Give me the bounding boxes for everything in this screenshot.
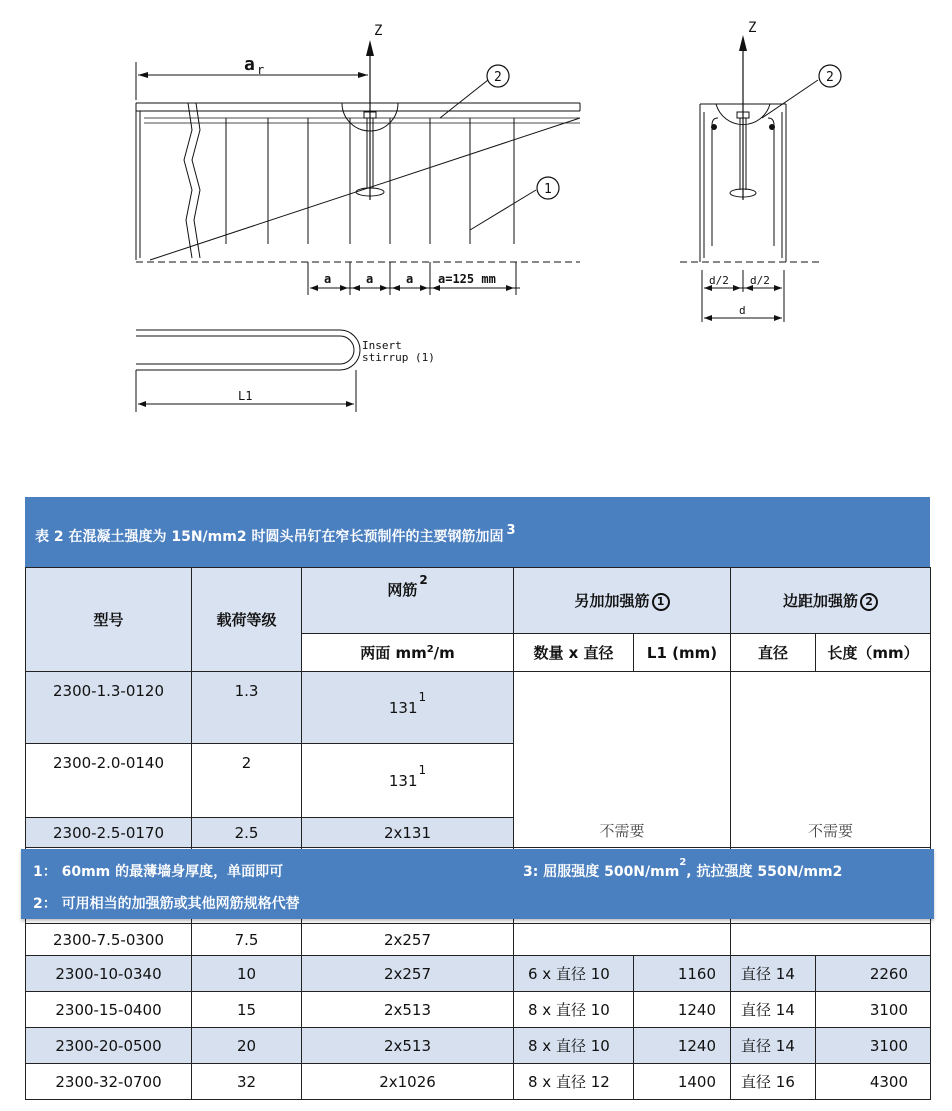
spacing-a-3: a [406,272,414,286]
insert-label-line2: stirrup (1) [362,351,435,364]
spacing-a-125: a=125 mm [438,272,496,286]
mesh-unit-suffix: /m [433,644,455,662]
table-row [26,1028,931,1064]
cell-load: 1.3 [192,672,302,744]
mesh-unit-sup: 2 [426,644,434,655]
header-dia: 直径 [731,634,816,672]
cell-mesh: 2x513 [302,1028,514,1064]
footnote-3 [523,857,843,881]
header-mesh-label: 网筋 [387,581,418,599]
ar-subscript: r [257,63,265,77]
header-load: 载荷等级 [192,568,302,672]
d-dimension-label: d [739,304,746,317]
cell-mesh: 2x257 [302,924,514,956]
cell-mesh-footnote: 1 [418,689,427,704]
cell-l1: 1400 [634,1064,731,1100]
cell-load: 20 [192,1028,302,1064]
cell-model: 2300-2.5-0170 [26,818,192,848]
header-edge-reinforcement [731,568,931,634]
cell-dia: 直径 14 [731,956,816,992]
cell-model: 2300-15-0400 [26,992,192,1028]
d-half-left: d/2 [709,274,729,287]
header-extra-reinforcement [514,568,731,634]
cell-model: 2300-20-0500 [26,1028,192,1064]
cell-l1: 1240 [634,992,731,1028]
z-axis-label-side: Z [748,20,757,36]
table-title-footnote: 3 [506,522,516,538]
insert-label-line1: Insert [362,339,402,352]
z-axis-label-front: Z [374,23,383,39]
footnote-3-prefix: 3: 屈服强度 500N/mm [523,864,680,880]
table-row [26,1064,931,1100]
header-edge-label: 边距加强筋 [783,592,859,610]
cell-mesh: 2x513 [302,992,514,1028]
table-title: 表 2 在混凝土强度为 15N/mm2 时圆头吊钉在窄长预制件的主要钢筋加固 [35,529,504,545]
l1-dimension-label: L1 [238,389,253,403]
cell-load: 32 [192,1064,302,1100]
reinforcement-table [25,567,931,1100]
cell-mesh [302,672,514,744]
footnotes-bar [21,849,934,919]
spec-table-panel [25,497,930,1111]
cell-mesh-value: 131 [388,698,418,717]
cell-edge-not-required: 不需要 [731,672,931,848]
cell-l1: 1160 [634,956,731,992]
cell-load: 2 [192,744,302,818]
cell-length: 2260 [816,956,931,992]
cell-load: 10 [192,956,302,992]
cell-dia: 直径 16 [731,1064,816,1100]
cell-length: 4300 [816,1064,931,1100]
cell-qty-dia: 8 x 直径 10 [514,1028,634,1064]
cell-mesh-footnote: 1 [418,762,427,777]
cell-model: 2300-2.0-0140 [26,744,192,818]
cell-l1: 1240 [634,1028,731,1064]
callout-2-side: 2 [826,70,834,85]
technical-drawing [0,0,952,470]
cell-edge-empty [731,924,931,956]
spacing-a-1: a [324,272,332,286]
table-row [26,992,931,1028]
cell-dia: 直径 14 [731,1028,816,1064]
cell-length: 3100 [816,1028,931,1064]
spacing-a-2: a [366,272,374,286]
header-length: 长度（mm） [816,634,931,672]
footnote-1: 1： 60mm 的最薄墙身厚度，单面即可 [33,864,284,880]
header-mesh-footnote: 2 [419,573,428,587]
cell-model: 2300-7.5-0300 [26,924,192,956]
callout-1: 1 [544,182,552,197]
cell-extra-not-required: 不需要 [514,672,731,848]
cell-extra-empty [514,924,731,956]
cell-mesh-value: 131 [388,771,418,790]
circled-1-icon: 1 [652,593,670,611]
header-mesh [302,568,514,634]
table-title-bar [25,497,930,567]
header-l1: L1 (mm) [634,634,731,672]
header-extra-label: 另加加强筋 [574,592,650,610]
cell-load: 7.5 [192,924,302,956]
cell-load: 2.5 [192,818,302,848]
cell-qty-dia: 6 x 直径 10 [514,956,634,992]
cell-mesh [302,744,514,818]
table-row [26,672,931,744]
table-row [26,924,931,956]
cell-dia: 直径 14 [731,992,816,1028]
cell-model: 2300-10-0340 [26,956,192,992]
circled-2-icon: 2 [860,593,878,611]
header-qty-dia: 数量 x 直径 [514,634,634,672]
header-mesh-unit [302,634,514,672]
ar-label: a [244,54,255,75]
cell-load: 15 [192,992,302,1028]
mesh-unit-prefix: 两面 mm [360,644,427,662]
d-half-right: d/2 [750,274,770,287]
cell-qty-dia: 8 x 直径 12 [514,1064,634,1100]
cell-mesh: 2x257 [302,956,514,992]
footnote-2: 2： 可用相当的加强筋或其他网筋规格代替 [33,896,300,912]
footnote-3-suffix: , 抗拉强度 550N/mm2 [686,864,843,880]
table-row [26,956,931,992]
cell-qty-dia: 8 x 直径 10 [514,992,634,1028]
header-model: 型号 [26,568,192,672]
callout-2-front: 2 [494,70,502,85]
cell-mesh: 2x1026 [302,1064,514,1100]
cell-mesh: 2x131 [302,818,514,848]
cell-model: 2300-1.3-0120 [26,672,192,744]
footnote-3-sup: 2 [679,857,687,869]
cell-length: 3100 [816,992,931,1028]
cell-model: 2300-32-0700 [26,1064,192,1100]
